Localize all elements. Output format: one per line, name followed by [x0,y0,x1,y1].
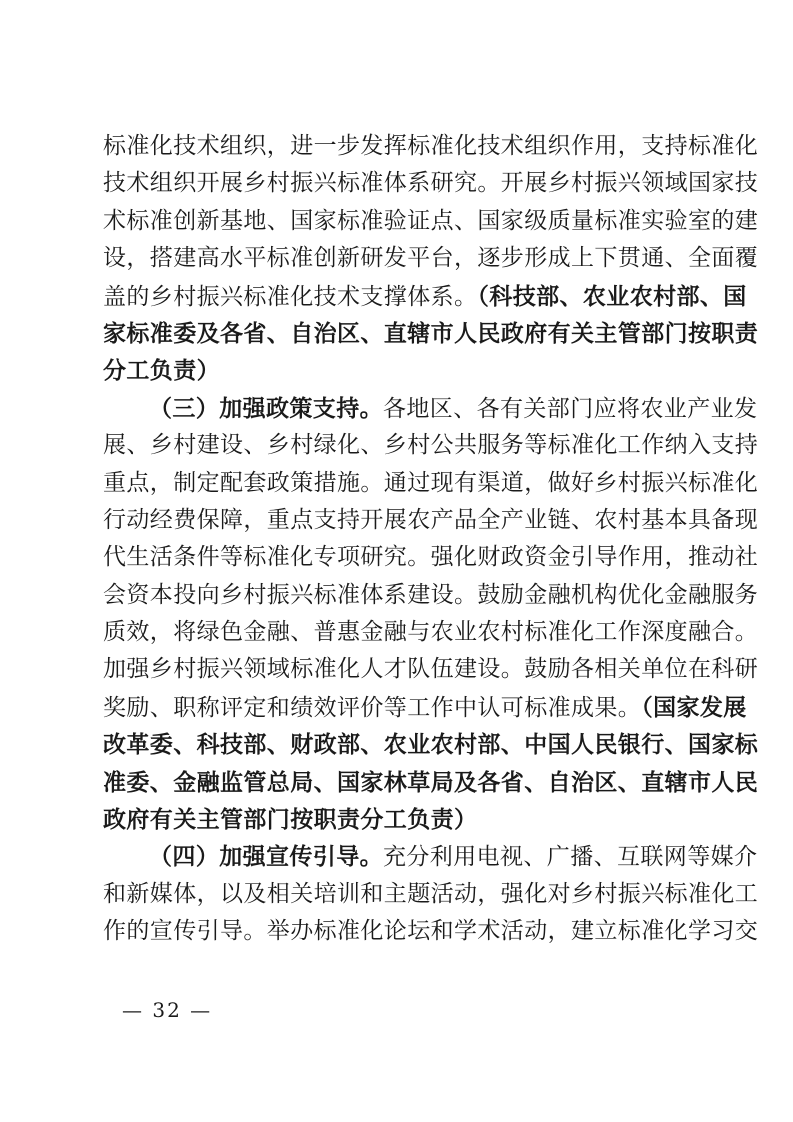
responsible-departments: （科技部、农业农村部、国 [477,282,747,310]
section-heading: （三）加强政策支持。 [149,394,383,422]
responsible-departments-line: 准委、金融监管总局、国家林草局及各省、自治区、直辖市人民 [103,768,759,796]
paragraph-text: 各地区、各有关部门应将农业产业发 [383,395,758,422]
page-number: — 32 — [122,998,213,1022]
paragraph-text: 奖励、职称评定和绩效评价等工作中认可标准成果。 [103,694,642,721]
paragraph-line [103,689,747,726]
paragraph-line: 代生活条件等标准化专项研究。强化财政资金引导作用，推动社 [103,544,759,571]
paragraph-line: 标准化技术组织，进一步发挥标准化技术组织作用，支持标准化 [103,133,759,159]
paragraph-line [103,278,747,315]
paragraph-line: 作的宣传引导。举办标准化论坛和学术活动，建立标准化学习交 [103,918,759,945]
section-heading: （四）加强宣传引导。 [149,843,383,871]
paragraph-line: 行动经费保障，重点支持开展农产品全产业链、农村基本具备现 [103,506,759,533]
responsible-departments-line: 改革委、科技部、财政部、农业农村部、中国人民银行、国家标 [103,731,759,759]
paragraph-line: 加强乡村振兴领域标准化人才队伍建设。鼓励各相关单位在科研 [103,656,759,683]
paragraph-line [103,390,758,427]
responsible-departments-line: 家标准委及各省、自治区、直辖市人民政府有关主管部门按职责 [103,319,759,347]
body-text [103,128,759,951]
paragraph-line: 质效，将绿色金融、普惠金融与农业农村标准化工作深度融合。 [103,619,759,646]
paragraph-line: 术标准创新基地、国家标准验证点、国家级质量标准实验室的建 [103,207,759,234]
paragraph-line: 技术组织开展乡村振兴标准体系研究。开展乡村振兴领域国家技 [103,170,759,197]
paragraph-line: 设，搭建高水平标准创新研发平台，逐步形成上下贯通、全面覆 [103,245,759,272]
responsible-departments-line: 政府有关主管部门按职责分工负责） [103,806,478,834]
responsible-departments-line: 分工负责） [103,357,220,385]
paragraph-line: 展、乡村建设、乡村绿化、乡村公共服务等标准化工作纳入支持 [103,432,759,459]
responsible-departments: （国家发展 [641,693,747,721]
paragraph-line [103,838,758,875]
paragraph-text: 盖的乡村振兴标准化技术支撑体系。 [103,283,478,310]
paragraph-text: 充分利用电视、广播、互联网等媒介 [383,844,758,871]
paragraph-line: 重点，制定配套政策措施。通过现有渠道，做好乡村振兴标准化 [103,469,759,496]
paragraph-line: 会资本投向乡村振兴标准体系建设。鼓励金融机构优化金融服务 [103,581,759,608]
paragraph-line: 和新媒体，以及相关培训和主题活动，强化对乡村振兴标准化工 [103,880,759,907]
